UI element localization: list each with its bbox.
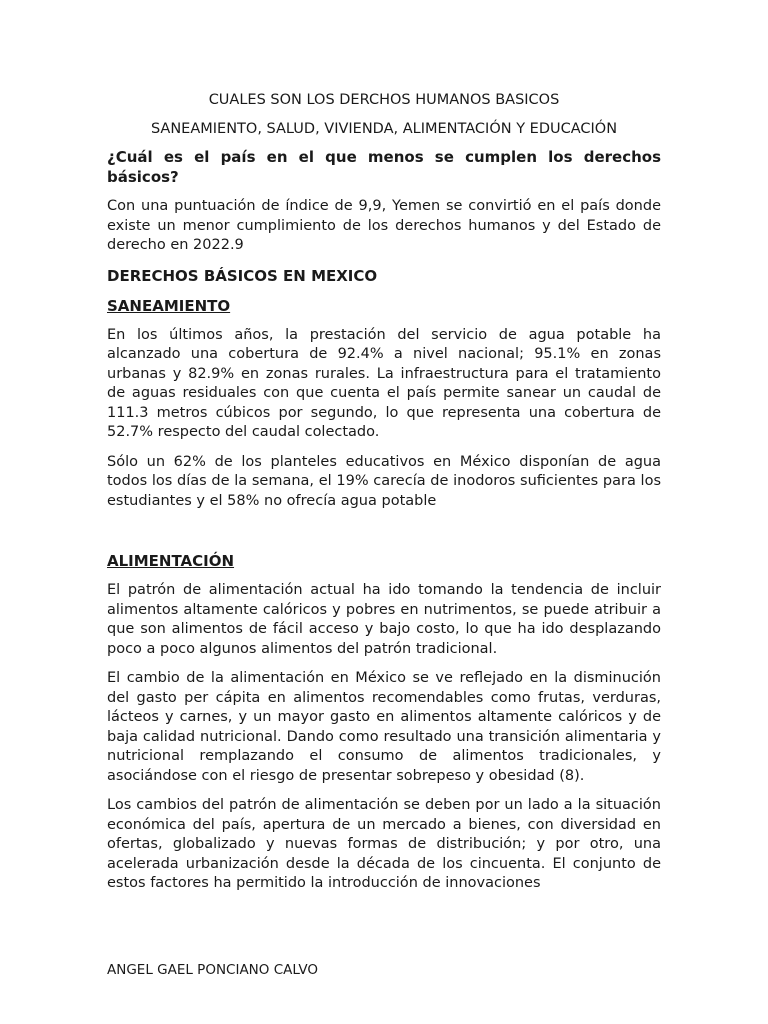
alimentacion-heading: ALIMENTACIÓN [107, 552, 235, 570]
alimentacion-paragraph-1: El patrón de alimentación actual ha ido tomando la tendencia de incluir alimentos altamente calóricos y pobres en nutrimentos, se puede atribuir a que son alimentos de fácil acceso y bajo costo, lo que ha ido desplazando poco a poco algunos alimentos del patrón tradicional. [107, 582, 661, 657]
saneamiento-paragraph-2: Sólo un 62% de los planteles educativos en México disponían de agua todos los días de la semana, el 19% carecía de inodoros suficientes para los estudiantes y el 58% no ofrecía agua potable [107, 453, 661, 509]
alimentacion-paragraph-3: Los cambios del patrón de alimentación se deben por un lado a la situación económica del país, apertura de un mercado a bienes, con diversidad en ofertas, globalizado y nuevas formas de distribución; y por otro, una acelerada urbanización desde la década de los cincuenta. El conjunto de estos factores ha permitido la introducción de innovaciones [107, 797, 661, 891]
page-footer: ANGEL GAEL PONCIANO CALVO [107, 962, 319, 978]
document-page [107, 90, 661, 904]
saneamiento-heading: SANEAMIENTO [107, 296, 231, 315]
document-subtitle: SANEAMIENTO, SALUD, VIVIENDA, ALIMENTACIÓN Y EDUCACIÓN [150, 121, 618, 137]
answer-paragraph: Con una puntuación de índice de 9,9, Yemen se convirtió en el país donde existe un menor cumplimiento de los derechos humanos y del Estado de derecho en 2022.9 [107, 198, 661, 253]
section-heading: DERECHOS BÁSICOS EN MEXICO [107, 266, 378, 285]
question-heading: ¿Cuál es el país en el que menos se cumplen los derechos básicos? [107, 148, 661, 186]
document-title: CUALES SON LOS DERCHOS HUMANOS BASICOS [208, 92, 560, 108]
saneamiento-paragraph-1: En los últimos años, la prestación del servicio de agua potable ha alcanzado una cobertura de 92.4% a nivel nacional; 95.1% en zonas urbanas y 82.9% en zonas rurales. La infraestructura para el tratamiento de aguas residuales con que cuenta el país permite sanear un caudal de 111.3 metros cúbicos por segundo, lo que representa una cobertura de 52.7% respecto del caudal colectado. [107, 326, 661, 440]
alimentacion-paragraph-2: El cambio de la alimentación en México se ve reflejado en la disminución del gasto per cápita en alimentos recomendables como frutas, verduras, lácteos y carnes, y un mayor gasto en alimentos altamente calóricos y de baja calidad nutricional. Dando como resultado una transición alimentaria y nutricional remplazando el consumo de alimentos tradicionales, y asociándose con el riesgo de presentar sobrepeso y obesidad (8). [107, 670, 661, 784]
blank-line [107, 521, 661, 551]
